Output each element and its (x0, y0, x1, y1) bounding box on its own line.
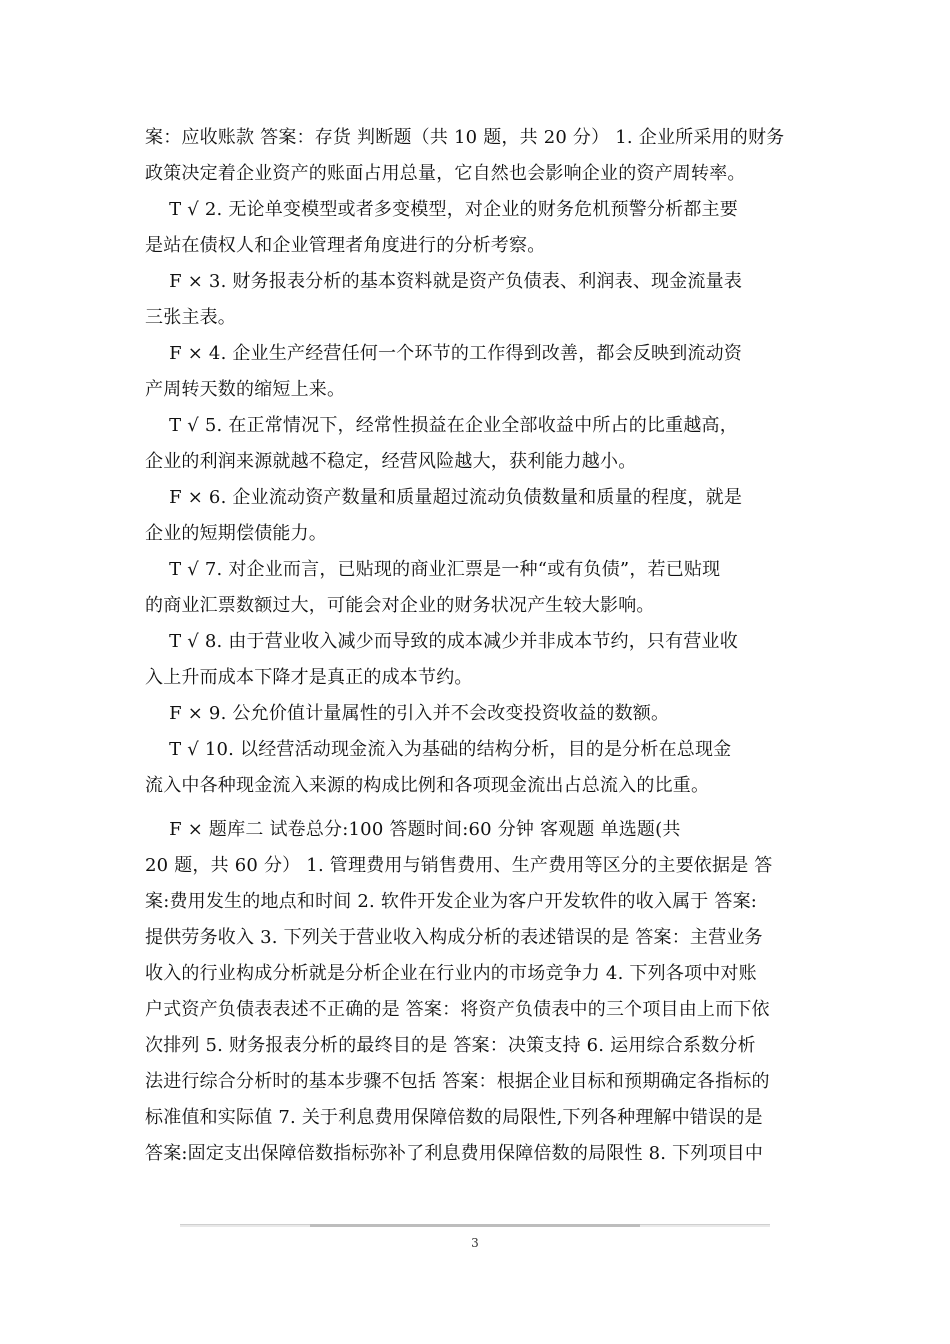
text-line: 产周转天数的缩短上来。 (145, 379, 346, 400)
text-line: 企业的短期偿债能力。 (145, 523, 327, 544)
text-line: T √ 7. 对企业而言，已贴现的商业汇票是一种“或有负债”，若已贴现 (145, 559, 721, 580)
text-line: T √ 8. 由于营业收入减少而导致的成本减少并非成本节约，只有营业收 (145, 631, 738, 652)
text-line: 案：应收账款 答案：存货 判断题（共 10 题，共 20 分） 1. 企业所采用的财务 (145, 127, 785, 148)
text-line: 入上升而成本下降才是真正的成本节约。 (145, 667, 473, 688)
text-line: 标准值和实际值 7. 关于利息费用保障倍数的局限性,下列各种理解中错误的是 (145, 1107, 763, 1128)
page-number: 3 (471, 1236, 479, 1250)
text-line: 流入中各种现金流入来源的构成比例和各项现金流出占总流入的比重。 (145, 775, 710, 796)
text-line: 次排列 5. 财务报表分析的最终目的是 答案：决策支持 6. 运用综合系数分析 (145, 1035, 756, 1056)
text-line: 收入的行业构成分析就是分析企业在行业内的市场竞争力 4. 下列各项中对账 (145, 963, 757, 984)
text-line: F × 4. 企业生产经营任何一个环节的工作得到改善，都会反映到流动资 (145, 343, 743, 364)
text-line: F × 3. 财务报表分析的基本资料就是资产负债表、利润表、现金流量表 (145, 271, 743, 292)
text-line: 三张主表。 (145, 307, 236, 328)
text-line: 企业的利润来源就越不稳定，经营风险越大，获利能力越小。 (145, 451, 637, 472)
text-line: F × 6. 企业流动资产数量和质量超过流动负债数量和质量的程度，就是 (145, 487, 743, 508)
text-line: 是站在债权人和企业管理者角度进行的分析考察。 (145, 235, 546, 256)
text-line: 法进行综合分析时的基本步骤不包括 答案：根据企业目标和预期确定各指标的 (145, 1071, 770, 1092)
text-line: 20 题，共 60 分） 1. 管理费用与销售费用、生产费用等区分的主要依据是 答 (145, 855, 773, 876)
text-line: T √ 2. 无论单变模型或者多变模型，对企业的财务危机预警分析都主要 (145, 199, 738, 220)
text-line: F × 9. 公允价值计量属性的引入并不会改变投资收益的数额。 (145, 703, 670, 724)
text-line: T √ 10. 以经营活动现金流入为基础的结构分析，目的是分析在总现金 (145, 739, 732, 760)
text-line: 案:费用发生的地点和时间 2. 软件开发企业为客户开发软件的收入属于 答案: (145, 891, 758, 912)
text-line: 政策决定着企业资产的账面占用总量，它自然也会影响企业的资产周转率。 (145, 163, 746, 184)
text-line: 户式资产负债表表述不正确的是 答案：将资产负债表中的三个项目由上而下依 (145, 999, 770, 1020)
footer-divider (180, 1224, 770, 1227)
text-line: F × 题库二 试卷总分:100 答题时间:60 分钟 客观题 单选题(共 (145, 819, 681, 840)
text-line: 提供劳务收入 3. 下列关于营业收入构成分析的表述错误的是 答案：主营业务 (145, 927, 763, 948)
text-line: T √ 5. 在正常情况下，经常性损益在企业全部收益中所占的比重越高， (145, 415, 738, 436)
text-line: 答案:固定支出保障倍数指标弥补了利息费用保障倍数的局限性 8. 下列项目中 (145, 1143, 764, 1164)
text-line: 的商业汇票数额过大，可能会对企业的财务状况产生较大影响。 (145, 595, 655, 616)
footer-divider-center (310, 1224, 640, 1227)
